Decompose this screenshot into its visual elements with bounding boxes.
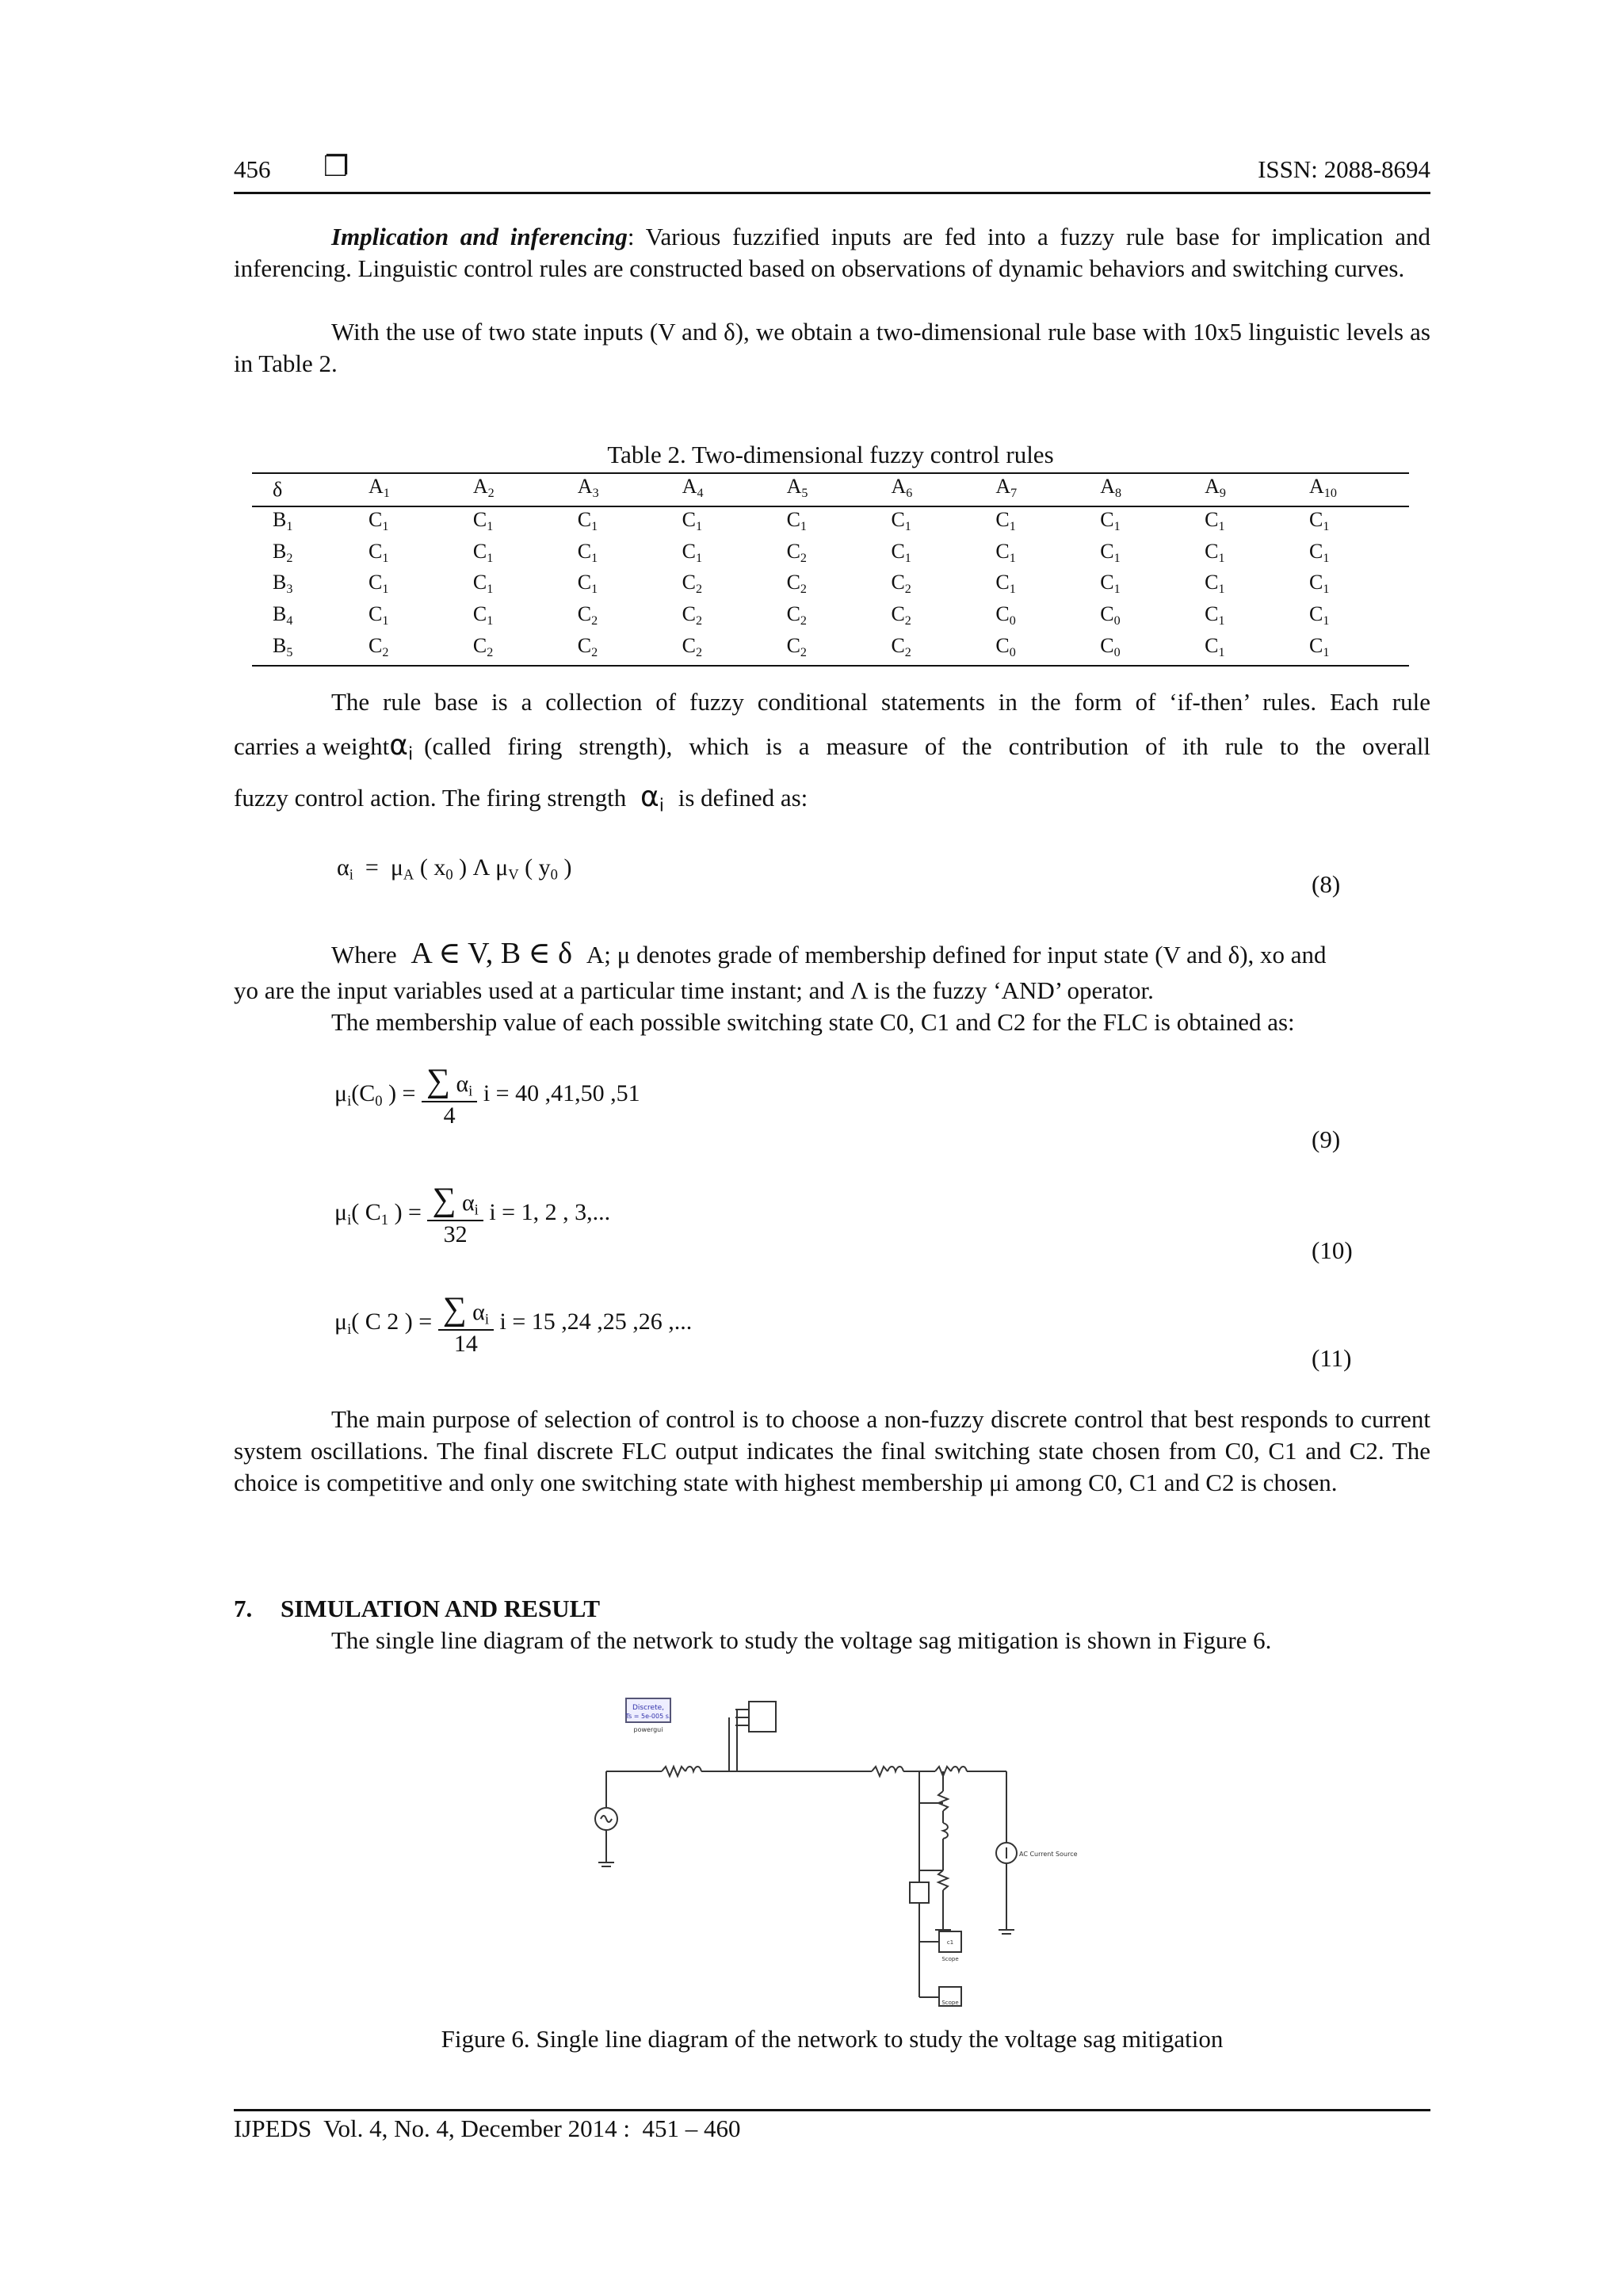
table-row <box>252 570 1409 602</box>
equation-8-number: (8) <box>1312 870 1341 898</box>
table-cell: $C_1$ <box>1205 602 1225 628</box>
col-header: $A_5$ <box>786 475 808 500</box>
fraction: $\frac{\sum \alpha_i}{14}$ <box>438 1290 494 1358</box>
row-label: $B_3$ <box>273 571 293 597</box>
table-cell: $C_0$ <box>1100 602 1121 628</box>
fraction: $\frac{\sum \alpha_i}{4}$ <box>422 1062 477 1129</box>
table-cell: $C_0$ <box>1100 634 1121 659</box>
scope-label-2: Scope <box>941 1956 959 1962</box>
alpha-symbol: $\alpha_i$ <box>389 729 414 765</box>
table-cell: $C_1$ <box>1309 539 1330 565</box>
table-cell: $C_1$ <box>1205 571 1225 597</box>
where-line2: yo are the input variables used at a particular time instant; and Λ is the fuzzy ‘AND’ operator. <box>234 976 1154 1004</box>
table-cell: $C_2$ <box>891 634 911 659</box>
where-math: A ∈ V, B ∈ δ <box>411 937 573 970</box>
table-cell: $C_2$ <box>577 602 598 628</box>
table-cell: $C_2$ <box>682 602 703 628</box>
table-cell: $C_1$ <box>682 507 703 533</box>
table-cell: $C_1$ <box>682 539 703 565</box>
square-icon: ❐ <box>323 151 349 183</box>
where-line3: The membership value of each possible switching state C0, C1 and C2 for the FLC is obtained as: <box>331 1008 1295 1036</box>
table-cell: $C_1$ <box>577 571 598 597</box>
rule-base-text-a: carries a weight <box>234 732 390 760</box>
two-inputs-paragraph: With the use of two state inputs (V and δ), we obtain a two-dimensional rule base with 10x5 linguistic levels as in Table 2. <box>234 318 1430 377</box>
equation-10-number: (10) <box>1312 1236 1353 1264</box>
col-header: $A_6$ <box>891 475 913 500</box>
rule-base-line2 <box>234 729 1430 765</box>
section-title: SIMULATION AND RESULT <box>281 1595 601 1622</box>
equation-9: $\mu_i(C_0$ ) = $\frac{\sum \alpha_i}{4}$ i = 40 ,41,50 ,51 <box>334 1063 640 1129</box>
table-cell: $C_2$ <box>682 634 703 659</box>
table-cell: $C_1$ <box>995 571 1016 597</box>
page-number: 456 <box>234 155 271 183</box>
scope-label-3: Scope <box>941 2000 959 2006</box>
table-cell: $C_1$ <box>1309 507 1330 533</box>
table-cell: $C_0$ <box>995 634 1016 659</box>
inductor-1 <box>685 1767 701 1771</box>
fraction: $\frac{\sum \alpha_i}{32}$ <box>427 1181 483 1248</box>
table-cell: $C_1$ <box>891 507 911 533</box>
table-cell: $C_1$ <box>369 507 389 533</box>
section-heading <box>234 1595 600 1623</box>
table-row <box>252 602 1409 633</box>
table-cell: $C_1$ <box>369 539 389 565</box>
table-header-row <box>252 473 1409 506</box>
powergui-label-2: Ts = 5e-005 s. <box>625 1713 671 1720</box>
header-rule <box>234 192 1430 194</box>
equation-11: $\mu_i$( C 2 ) = $\frac{\sum \alpha_i}{14}$ i = 15 ,24 ,25 ,26 ,... <box>334 1291 693 1357</box>
section-text: The single line diagram of the network to study the voltage sag mitigation is shown in Figure 6. <box>331 1626 1272 1654</box>
table-row <box>252 539 1409 571</box>
equation-10: $\mu_i$( $C_1$ ) = $\frac{\sum \alpha_i}{32}$ i = 1, 2 , 3,... <box>334 1182 611 1247</box>
table-cell: $C_2$ <box>891 602 911 628</box>
powergui-label-1: Discrete, <box>632 1704 665 1712</box>
table-cell: $C_1$ <box>472 602 494 628</box>
table-corner: δ <box>273 478 283 502</box>
rule-base-text-b: (called firing strength), which is a measure of the contribution of ith rule to the overall <box>424 732 1430 760</box>
footer-rule <box>234 2109 1430 2111</box>
col-header: $A_{10}$ <box>1309 475 1337 500</box>
table-cell: $C_0$ <box>995 602 1016 628</box>
ac-source-label: AC Current Source <box>1019 1851 1078 1858</box>
table-cell: $C_1$ <box>577 539 598 565</box>
rule-base-text-d: is defined as: <box>678 784 808 812</box>
implication-heading: Implication and inferencing <box>331 223 628 250</box>
figure-caption: Figure 6. Single line diagram of the network to study the voltage sag mitigation <box>441 2025 1224 2053</box>
table-cell: $C_2$ <box>786 634 807 659</box>
table-cell: $C_1$ <box>995 539 1016 565</box>
table-cell: $C_1$ <box>1309 571 1330 597</box>
implication-text: : Various fuzzified inputs are fed into a fuzzy rule base for implication and inferencing. Linguistic control rules are constructed based on observations of dynamic behaviors and switching curves. <box>234 223 1430 282</box>
table-cell: $C_2$ <box>472 634 494 659</box>
table-cell: $C_1$ <box>1100 539 1121 565</box>
table-cell: $C_1$ <box>786 507 807 533</box>
resistor-1 <box>662 1767 685 1776</box>
equation-9-number: (9) <box>1312 1125 1341 1153</box>
table-cell: $C_1$ <box>472 539 494 565</box>
table-cell: $C_1$ <box>1100 507 1121 533</box>
col-header: $A_1$ <box>369 475 390 500</box>
where-line1: Where A ∈ V, B ∈ δ A; μ denotes grade of membership defined for input state (V and δ), xo and <box>331 937 1327 970</box>
col-header: $A_7$ <box>995 475 1018 500</box>
table-cell: $C_1$ <box>1205 634 1225 659</box>
alpha-symbol: $\alpha_i$ <box>640 781 664 816</box>
table-cell: $C_2$ <box>786 602 807 628</box>
table-cell: $C_2$ <box>786 571 807 597</box>
inductor-3 <box>951 1767 967 1771</box>
vi-measurement <box>910 1882 929 1903</box>
inductor-2 <box>888 1767 903 1771</box>
scope-label-1: c1 <box>946 1939 954 1946</box>
rule-base-line1: The rule base is a collection of fuzzy conditional statements in the form of ‘if-then’ rules. Each rule <box>331 688 1430 716</box>
row-label: $B_4$ <box>273 602 293 628</box>
table-cell: $C_1$ <box>995 507 1016 533</box>
issn: ISSN: 2088-8694 <box>1258 155 1430 183</box>
rule-base-text-c: fuzzy control action. The firing strength <box>234 784 627 812</box>
single-line-diagram <box>586 1692 1094 2009</box>
table-cell: $C_1$ <box>891 539 911 565</box>
table-cell: $C_1$ <box>1100 571 1121 597</box>
footer-journal: IJPEDS Vol. 4, No. 4, December 2014 : 451 – 460 <box>234 2115 741 2142</box>
col-header: $A_9$ <box>1205 475 1226 500</box>
table-cell: $C_2$ <box>786 539 807 565</box>
resistor-5 <box>938 1870 948 1890</box>
rule-base-line3 <box>234 781 808 816</box>
powergui-caption: powergui <box>633 1726 663 1733</box>
equation-8: $\alpha_i = \mu_A$ ( $x_0$ ) Λ $\mu_V$ ( $y_0$ ) <box>337 854 572 884</box>
resistor-2 <box>872 1767 888 1776</box>
implication-paragraph <box>234 221 1430 285</box>
table-cell: $C_1$ <box>369 602 389 628</box>
table-cell: $C_1$ <box>1205 507 1225 533</box>
table-cell: $C_2$ <box>891 571 911 597</box>
table-cell: $C_1$ <box>1309 634 1330 659</box>
table-cell: $C_1$ <box>472 571 494 597</box>
col-header: $A_3$ <box>577 475 599 500</box>
table-cell: $C_1$ <box>369 571 389 597</box>
table-row <box>252 506 1409 539</box>
col-header: $A_2$ <box>472 475 495 500</box>
table-cell: $C_1$ <box>577 507 598 533</box>
row-label: $B_1$ <box>273 507 293 533</box>
purpose-paragraph: The main purpose of selection of control is to choose a non-fuzzy discrete control that best responds to current system oscillations. The final discrete FLC output indicates the final switching state chosen from C0, C1 and C2. The choice is competitive and only one switching state with highest membership μi among C0, C1 and C2 is chosen. <box>234 1405 1430 1496</box>
table-cell: $C_1$ <box>1309 602 1330 628</box>
row-label: $B_2$ <box>273 539 293 565</box>
col-header: $A_4$ <box>682 475 704 500</box>
table-caption: Table 2. Two-dimensional fuzzy control rules <box>607 441 1054 468</box>
fuzzy-rules-table <box>252 472 1409 667</box>
table-cell: $C_2$ <box>577 634 598 659</box>
row-label: $B_5$ <box>273 634 293 659</box>
table-cell: $C_1$ <box>472 507 494 533</box>
col-header: $A_8$ <box>1100 475 1122 500</box>
table-cell: $C_2$ <box>682 571 703 597</box>
inductor-4 <box>943 1823 948 1839</box>
table-row <box>252 633 1409 666</box>
section-number: 7. <box>234 1595 253 1622</box>
measurement-block <box>749 1702 776 1732</box>
table-cell: $C_1$ <box>1205 539 1225 565</box>
resistor-4 <box>938 1791 948 1811</box>
table-cell: $C_2$ <box>369 634 389 659</box>
equation-11-number: (11) <box>1312 1344 1352 1372</box>
